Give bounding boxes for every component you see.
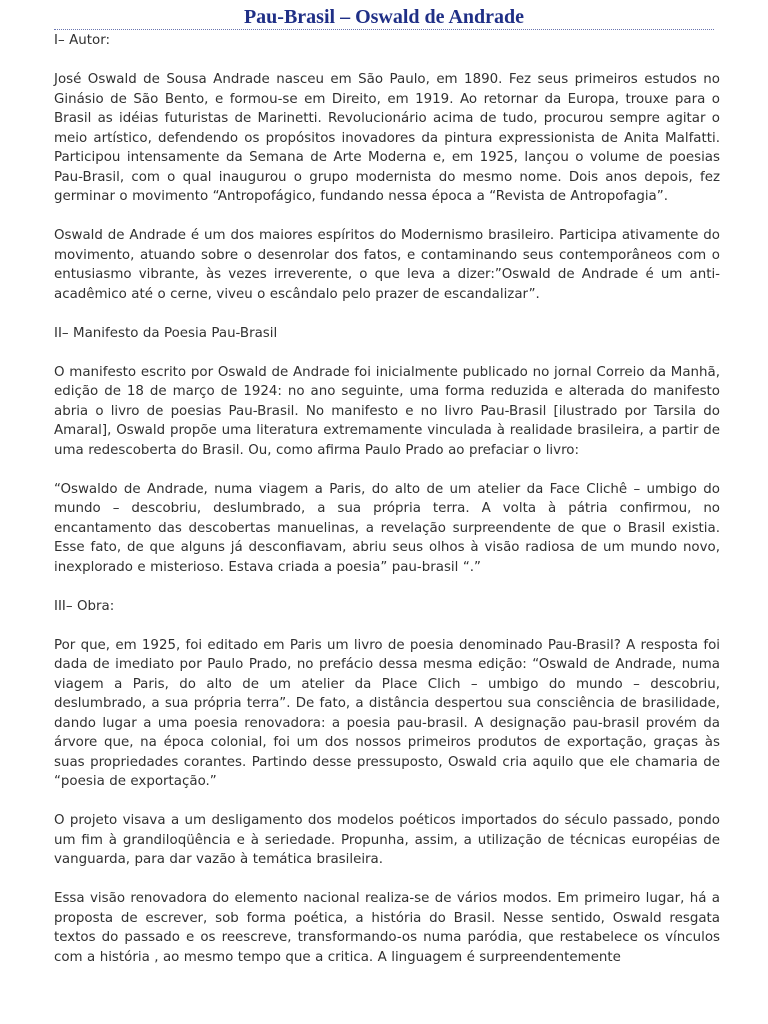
paragraph-biography: José Oswald de Sousa Andrade nasceu em São Paulo, em 1890. Fez seus primeiros estudos no Ginásio de São Bento, e formou-se em Direito, em 1919. Ao retornar da Europa, trouxe para o Brasil as idéias futuristas de Marinetti. Revolucionário acima de tudo, procurou sempre agitar o meio artístico, defendendo os propósitos inovadores da pintura expressionista de Anita Malfatti. Participou intensamente da Semana de Arte Moderna e, em 1925, lançou o volume de poesias Pau-Brasil, com o qual inaugurou o grupo modernista do mesmo nome. Dois anos depois, fez germinar o movimento “Antropofágico, fundando nessa época a “Revista de Antropofagia”. xyxy=(54,72,720,204)
paragraph-projeto: O projeto visava a um desligamento dos modelos poéticos importados do século passado, pondo um fim à grandiloqüência e à seriedade. Propunha, assim, a utilização de técnicas européias de vanguarda, para dar vazão à temática brasileira. xyxy=(54,813,720,867)
paragraph-obra: Por que, em 1925, foi editado em Paris um livro de poesia denominado Pau-Brasil? A resposta foi dada de imediato por Paulo Prado, no prefácio dessa mesma edição: “Oswald de Andrade, numa viagem a Paris, do alto de um atelier da Place Clich – umbigo do mundo – descobriu, deslumbrado, a sua própria terra”. De fato, a distância despertou sua consciência de brasilidade, dando lugar a uma poesia renovadora: a poesia pau-brasil. A designação pau-brasil provém da árvore que, na época colonial, foi um dos nossos primeiros produtos de exportação, graças às suas propriedades corantes. Partindo desse pressuposto, Oswald cria aquilo que ele chamaria de “poesia de exportação.” xyxy=(54,637,720,789)
paragraph-modernism: Oswald de Andrade é um dos maiores espíritos do Modernismo brasileiro. Participa ativamente do movimento, atuando sobre o desenrolar dos fatos, e contaminando seus contemporâneos com o entusiasmo vibrante, às vezes irreverente, o que leva a dizer:”Oswald de Andrade é um anti-acadêmico até o cerne, viveu o escândalo pelo prazer de escandalizar”. xyxy=(54,228,720,302)
section-heading-obra: III– Obra: xyxy=(54,598,115,614)
document-header xyxy=(0,6,768,28)
paragraph-quote: “Oswaldo de Andrade, numa viagem a Paris, do alto de um atelier da Face Clichê – umbigo do mundo – descobriu, deslumbrado, a sua própria terra. A volta à pátria confirmou, no encantamento das descobertas manuelinas, a revelação surpreendente de que o Brasil existia. Esse fato, de que alguns já desconfiavam, abriu seus olhos à visão radiosa de um mundo novo, inexplorado e misterioso. Estava criada a poesia” pau-brasil “.” xyxy=(54,481,720,575)
section-heading-manifesto: II– Manifesto da Poesia Pau-Brasil xyxy=(54,325,278,341)
title-divider xyxy=(54,29,714,30)
document-title: Pau-Brasil – Oswald de Andrade xyxy=(243,6,525,28)
paragraph-visao: Essa visão renovadora do elemento nacional realiza-se de vários modos. Em primeiro lugar, há a proposta de escrever, sob forma poética, a história do Brasil. Nesse sentido, Oswald resgata textos do passado e os reescreve, transformando-os numa paródia, que restabelece os vínculos com a história , ao mesmo tempo que a critica. A linguagem é surpreendentemente xyxy=(54,891,720,965)
document-body xyxy=(54,31,720,987)
paragraph-manifesto: O manifesto escrito por Oswald de Andrade foi inicialmente publicado no jornal Correio da Manhã, edição de 18 de março de 1924: no ano seguinte, uma forma reduzida e alterada do manifesto abria o livro de poesias Pau-Brasil. No manifesto e no livro Pau-Brasil [ilustrado por Tarsila do Amaral], Oswald propõe uma literatura extremamente vinculada à realidade brasileira, a partir de uma redescoberta do Brasil. Ou, como afirma Paulo Prado ao prefaciar o livro: xyxy=(54,364,720,458)
section-heading-autor: I– Autor: xyxy=(54,33,110,48)
